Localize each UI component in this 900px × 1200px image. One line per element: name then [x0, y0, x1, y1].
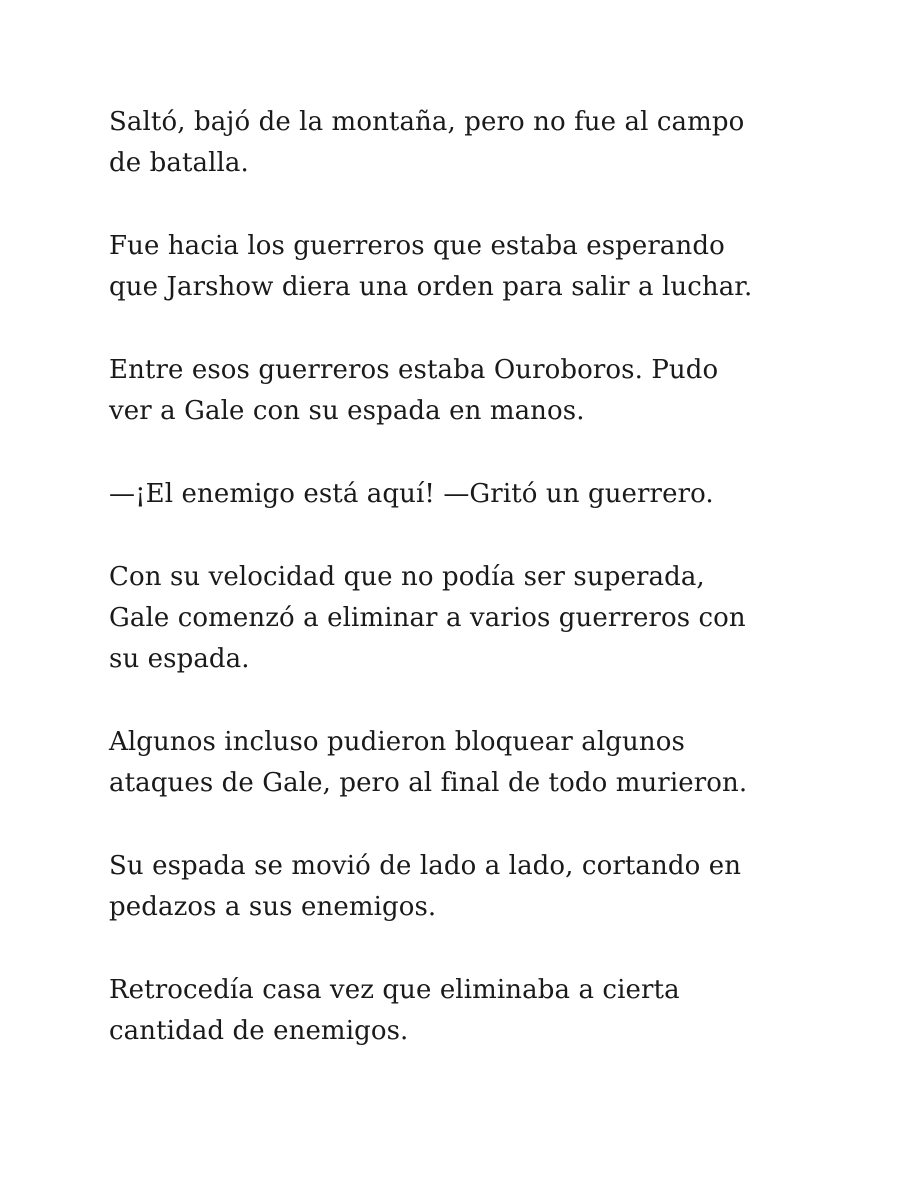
text-line: de batalla. — [109, 148, 249, 178]
text-line: Entre esos guerreros estaba Ouroboros. Pudo — [109, 355, 719, 385]
text-line: Con su velocidad que no podía ser superada, — [109, 562, 705, 592]
paragraph-6 — [109, 722, 809, 804]
text-line: Su espada se movió de lado a lado, cortando en — [109, 851, 742, 881]
paragraph-4-dialogue — [109, 474, 809, 515]
text-line: su espada. — [109, 644, 250, 674]
paragraph-3 — [109, 350, 809, 432]
text-line: ver a Gale con su espada en manos. — [109, 396, 585, 426]
text-line: Fue hacia los guerreros que estaba esperando — [109, 231, 725, 261]
text-line: Saltó, bajó de la montaña, pero no fue al campo — [109, 107, 745, 137]
text-line: ataques de Gale, pero al final de todo murieron. — [109, 768, 748, 798]
text-line: Retrocedía casa vez que eliminaba a cierta — [109, 975, 680, 1005]
text-column — [109, 102, 809, 1094]
paragraph-7 — [109, 846, 809, 928]
paragraph-5 — [109, 557, 809, 680]
text-line: que Jarshow diera una orden para salir a luchar. — [109, 272, 753, 302]
paragraph-1 — [109, 102, 809, 184]
paragraph-8 — [109, 970, 809, 1052]
paragraph-2 — [109, 226, 809, 308]
text-line: Gale comenzó a eliminar a varios guerreros con — [109, 603, 746, 633]
text-line: pedazos a sus enemigos. — [109, 892, 437, 922]
text-line: —¡El enemigo está aquí! —Gritó un guerrero. — [109, 479, 714, 509]
text-line: Algunos incluso pudieron bloquear algunos — [109, 727, 685, 757]
text-line: cantidad de enemigos. — [109, 1016, 409, 1046]
